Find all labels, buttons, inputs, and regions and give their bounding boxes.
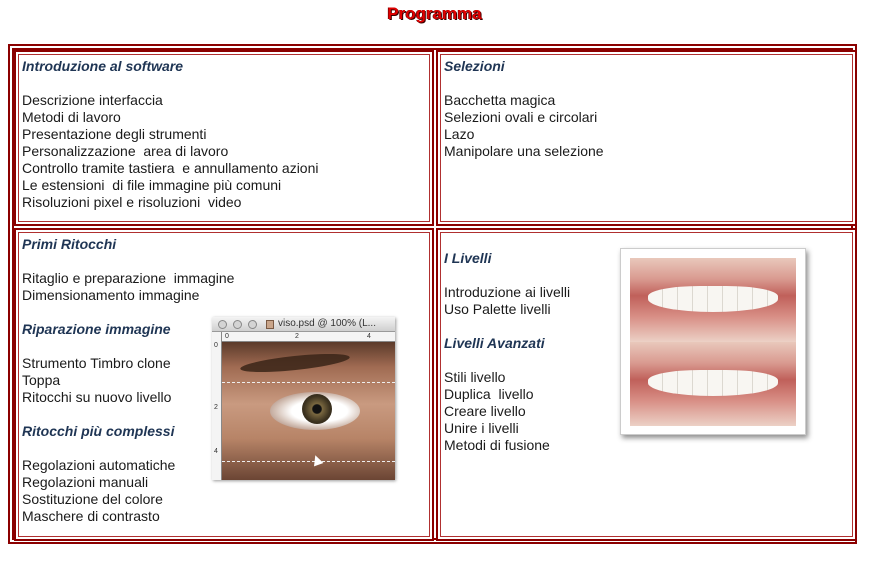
ruler-tick-label: 0 (225, 333, 229, 340)
section-heading: Introduzione al software (22, 58, 184, 74)
list-item: Sostituzione del colore (22, 491, 163, 507)
selection-marquee (222, 382, 395, 462)
teeth-photo-frame (620, 248, 806, 435)
ruler-tick-label: 4 (367, 333, 371, 340)
list-item: Bacchetta magica (444, 92, 556, 108)
eyebrow (240, 350, 351, 375)
section-heading: Primi Ritocchi (22, 236, 117, 252)
page-title: Programma (387, 4, 482, 23)
list-item: Toppa (22, 372, 61, 388)
ruler-tick-label: 2 (214, 404, 218, 411)
list-item: Metodi di fusione (444, 437, 550, 453)
minimize-dot-icon (233, 320, 242, 329)
list-item: Lazo (444, 126, 475, 142)
ruler-tick-label: 2 (295, 333, 299, 340)
close-dot-icon (218, 320, 227, 329)
ps-titlebar (212, 317, 395, 332)
list-item: Introduzione ai livelli (444, 284, 571, 300)
list-item: Creare livello (444, 403, 526, 419)
cell-software (14, 50, 434, 226)
list-item: Regolazioni manuali (22, 474, 149, 490)
ruler-top (221, 332, 395, 342)
subsection-heading: Riparazione immagine (22, 321, 171, 337)
section-heading: Selezioni (444, 58, 505, 74)
ruler-left (212, 332, 222, 480)
list-item: Manipolare una selezione (444, 143, 604, 159)
list-item: Risoluzioni pixel e risoluzioni video (22, 194, 242, 210)
subsection-heading: Ritocchi più complessi (22, 423, 175, 439)
list-item: Metodi di lavoro (22, 109, 121, 125)
ruler-tick-label: 0 (214, 342, 218, 349)
list-item: Ritocchi su nuovo livello (22, 389, 172, 405)
list-item: Dimensionamento immagine (22, 287, 200, 303)
subsection-heading: Livelli Avanzati (444, 335, 545, 351)
list-item: Uso Palette livelli (444, 301, 551, 317)
photoshop-window-image (212, 317, 395, 480)
ruler-tick-label: 4 (214, 448, 218, 455)
smile-photo-before (630, 258, 796, 342)
psd-file-icon (266, 320, 274, 329)
smile-photo-after (630, 342, 796, 426)
zoom-dot-icon (248, 320, 257, 329)
list-item: Unire i livelli (444, 420, 519, 436)
list-item: Ritaglio e preparazione immagine (22, 270, 235, 286)
list-item: Maschere di contrasto (22, 508, 160, 524)
list-item: Stili livello (444, 369, 506, 385)
list-item: Selezioni ovali e circolari (444, 109, 598, 125)
list-item: Descrizione interfaccia (22, 92, 163, 108)
list-item: Presentazione degli strumenti (22, 126, 207, 142)
list-item: Strumento Timbro clone (22, 355, 171, 371)
face-photo (222, 342, 395, 480)
list-item: Controllo tramite tastiera e annullamento azioni (22, 160, 319, 176)
list-item: Le estensioni di file immagine più comuni (22, 177, 282, 193)
cell-selezioni (436, 50, 857, 226)
section-heading: I Livelli (444, 250, 492, 266)
list-item: Regolazioni automatiche (22, 457, 176, 473)
list-item: Personalizzazione area di lavoro (22, 143, 229, 159)
ps-window-title: viso.psd @ 100% (L... (278, 318, 376, 329)
list-item: Duplica livello (444, 386, 534, 402)
